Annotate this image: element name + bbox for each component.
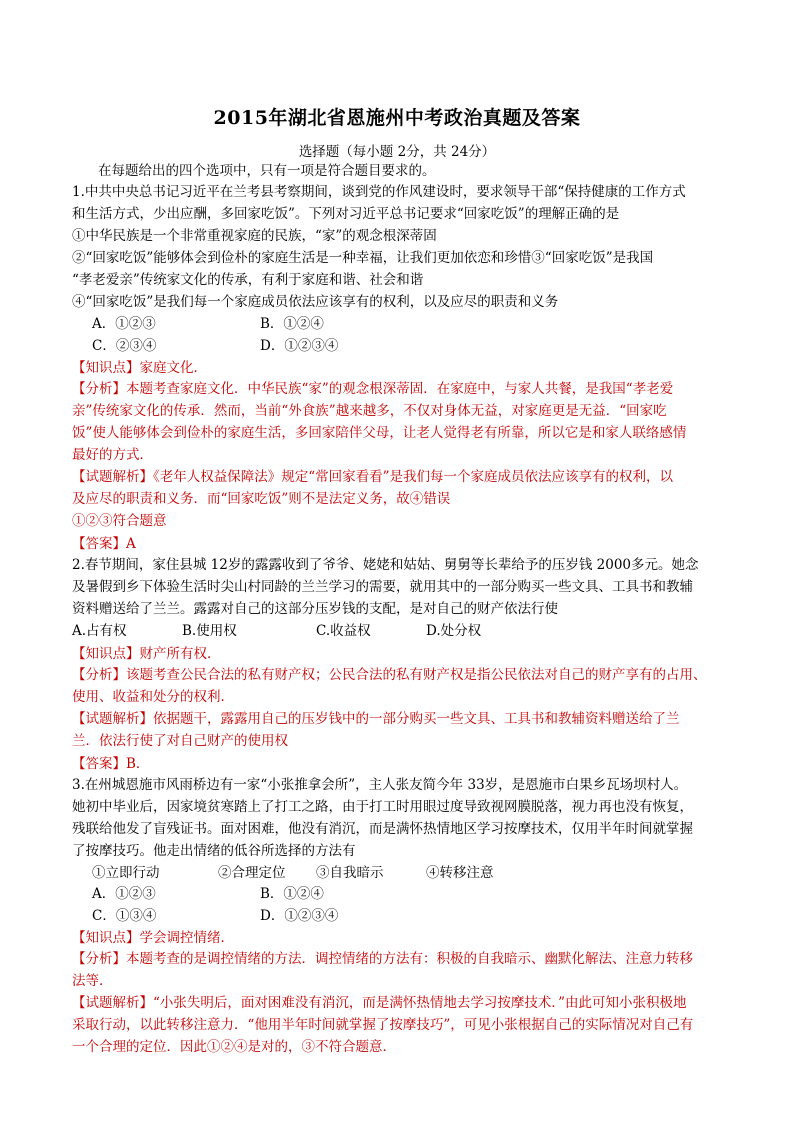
analysis-line: 饭”使人能够体会到俭朴的家庭生活，多回家陪伴父母，让老人觉得老有所靠，所以它是和家人联络感情 bbox=[72, 425, 687, 441]
question-stem-line: 她初中毕业后，因家境贫寒踏上了打工之路，由于打工时用眼过度导致视网膜脱落，视力再也没有恢复， bbox=[72, 798, 693, 815]
option-a: A.占有权 bbox=[72, 623, 127, 639]
analysis-line: 【分析】本题考查的是调控情绪的方法．调控情绪的方法有：积极的自我暗示、幽默化解法、注意力转移 bbox=[72, 951, 693, 967]
option-b: B.使用权 bbox=[182, 623, 237, 639]
question-2 bbox=[72, 555, 724, 775]
content-body bbox=[72, 160, 724, 1059]
analysis-line: 【分析】该题考查公民合法的私有财产权；公民合法的私有财产权是指公民依法对自己的财产享有的占用、 bbox=[72, 666, 707, 683]
explanation-line: 【试题解析】“小张失明后，面对困难没有消沉，而是满怀热情地去学习按摩技术．”由此可知小张积极地 bbox=[72, 995, 687, 1011]
option-b: B．①②④ bbox=[260, 316, 324, 332]
method-2: ②合理定位 bbox=[218, 864, 286, 881]
question-stem-line: 3.在州城恩施市风雨桥边有一家“小张推拿会所”，主人张友简今年 33岁，是恩施市白果乡瓦场坝村人。 bbox=[72, 776, 688, 793]
question-stem-line: 1.中共中央总书记习近平在兰考县考察期间，谈到党的作风建设时，要求领导干部“保持健康的工作方式 bbox=[72, 184, 686, 200]
analysis-line: 【分析】本题考查家庭文化．中华民族“家”的观念根深蒂固．在家庭中，与家人共餐，是我国“孝老爱 bbox=[72, 381, 674, 397]
explanation-line: 一个合理的定位．因此①②④是对的，③不符合题意． bbox=[72, 1039, 396, 1055]
option-b: B．①②④ bbox=[260, 886, 324, 902]
options-row bbox=[72, 621, 724, 643]
section-header: 选择题（每小题 2分，共 24分） bbox=[298, 144, 496, 160]
question-1 bbox=[72, 182, 724, 555]
question-stem-line: 资料赠送给了兰兰。露露对自己的这部分压岁钱的支配，是对自己的财产依法行使 bbox=[72, 601, 558, 617]
explanation-line: 采取行动，以此转移注意力．“他用半年时间就掌握了按摩技巧”，可见小张根据自己的实际情况对自己有 bbox=[72, 1017, 694, 1033]
question-stem-line: 2.春节期间，家住县城 12岁的露露收到了爷爷、姥姥和姑姑、舅舅等长辈给予的压岁钱 2000多元。她念 bbox=[72, 557, 699, 573]
knowledge-point: 【知识点】家庭文化． bbox=[72, 360, 207, 376]
question-stem-line: 及暑假到乡下体验生活时尖山村同龄的兰兰学习的需要，就用其中的一部分购买一些文具、工具书和教辅 bbox=[72, 579, 693, 595]
method-3: ③自我暗示 bbox=[316, 864, 384, 881]
question-stem-line: ②“回家吃饭”能够体会到俭朴的家庭生活是一种幸福，让我们更加依恋和珍惜③“回家吃饭”是我国 bbox=[72, 250, 654, 266]
question-stem-line: ④“回家吃饭”是我们每一个家庭成员依法应该享有的权利，以及应尽的职责和义务 bbox=[72, 294, 559, 310]
options-row bbox=[72, 336, 724, 358]
option-d: D．①②③④ bbox=[260, 337, 339, 354]
options-row bbox=[72, 314, 724, 336]
methods-row bbox=[72, 863, 724, 885]
option-c: C．②③④ bbox=[92, 337, 157, 354]
question-3 bbox=[72, 775, 724, 1060]
explanation-line: ①②③符合题意 bbox=[72, 513, 167, 529]
question-stem-line: 和生活方式，少出应酬，多回家吃饭”。下列对习近平总书记要求“回家吃饭”的理解正确的是 bbox=[72, 206, 620, 222]
explanation-line: 【试题解析】《老年人权益保障法》规定“常回家看看”是我们每一个家庭成员依法应该享有的权利，以 bbox=[72, 469, 674, 485]
explanation-line: 【试题解析】依据题干，露露用自己的压岁钱中的一部分购买一些文具、工具书和教辅资料赠送给了兰 bbox=[72, 710, 680, 727]
option-d: D.处分权 bbox=[426, 623, 482, 639]
answer: 【答案】A bbox=[72, 536, 136, 552]
knowledge-point: 【知识点】财产所有权． bbox=[72, 645, 221, 662]
page-title: 2015年湖北省恩施州中考政治真题及答案 bbox=[213, 107, 581, 129]
question-stem-line: “孝老爱亲”传统家文化的传承，有利于家庭和谐、社会和谐 bbox=[72, 272, 424, 288]
analysis-line: 法等． bbox=[72, 973, 113, 989]
instruction: 在每题给出的四个选项中，只有一项是符合题目要求的。 bbox=[98, 163, 436, 179]
option-c: C．①③④ bbox=[92, 907, 157, 924]
analysis-line: 最好的方式． bbox=[72, 447, 153, 463]
options-row bbox=[72, 906, 724, 928]
explanation-line: 及应尽的职责和义务．而“回家吃饭”则不是法定义务，故④错误 bbox=[72, 491, 451, 507]
analysis-line: 使用、收益和处分的权利． bbox=[72, 688, 234, 705]
explanation-line: 兰．依法行使了对自己财产的使用权 bbox=[72, 732, 288, 749]
method-1: ①立即行动 bbox=[92, 864, 160, 881]
knowledge-point: 【知识点】学会调控情绪． bbox=[72, 930, 234, 946]
method-4: ④转移注意 bbox=[426, 864, 494, 881]
option-c: C.收益权 bbox=[316, 623, 371, 639]
option-a: A．①②③ bbox=[92, 316, 156, 332]
options-row bbox=[72, 884, 724, 906]
option-d: D．①②③④ bbox=[260, 907, 339, 924]
option-a: A．①②③ bbox=[92, 886, 156, 902]
question-stem-line: 了按摩技巧。他走出情绪的低谷所选择的方法有 bbox=[72, 842, 356, 859]
answer: 【答案】B． bbox=[72, 755, 150, 772]
analysis-line: 亲”传统家文化的传承．然而，当前“外食族”越来越多，不仅对身体无益，对家庭更是无益．“回家吃 bbox=[72, 403, 667, 419]
question-stem-line: ①中华民族是一个非常重视家庭的民族，“家”的观念根深蒂固 bbox=[72, 228, 437, 244]
question-stem-line: 残联给他发了盲残证书。面对困难，他没有消沉，而是满怀热情地区学习按摩技术，仅用半年时间就掌握 bbox=[72, 820, 693, 837]
